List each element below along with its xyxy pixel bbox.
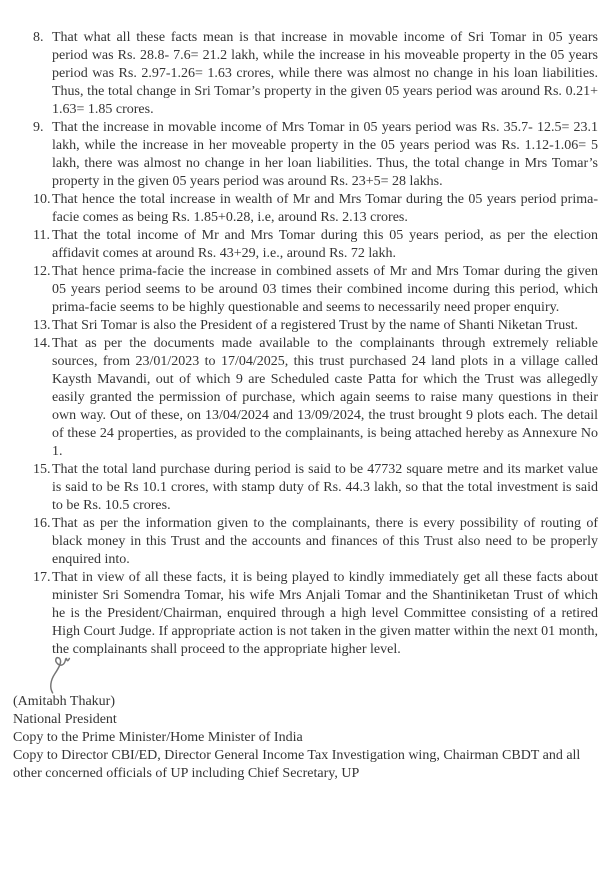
item-number: 8. — [33, 30, 44, 45]
letter-footer — [13, 693, 598, 783]
item-text: That hence prima-facie the increase in combined assets of Mr and Mrs Tomar during the given 05 years period seems to be around 03 times their combined income during this period, which prima-facie seems to be highly questionable and seems to necessarily need proper enquiry. — [52, 264, 598, 315]
signature-icon — [44, 653, 78, 695]
item-number: 14. — [33, 336, 51, 351]
list-item — [33, 515, 598, 569]
item-text: That the increase in movable income of Mrs Tomar in 05 years period was Rs. 35.7- 12.5= 23.1 lakh, while the increase in her moveable property in the 05 years period was Rs. 1.12-1.06= 5 lakh, there was almost no change in her loan liabilities. Thus, the total change in Mrs Tomar’s property in the given 05 years period was around Rs. 23+5= 28 lakhs. — [52, 120, 598, 189]
list-item — [33, 317, 598, 335]
item-number: 11. — [33, 228, 50, 243]
item-text: That in view of all these facts, it is being played to kindly immediately get all these facts about minister Sri Somendra Tomar, his wife Mrs Anjali Tomar and the Shantiniketan Trust of which he is the President/Chairman, enquired through a high level Committee consisting of a retired High Court Judge. If appropriate action is not taken in the given matter within the next 01 month, the complainants shall proceed to the appropriate higher level. — [52, 570, 598, 657]
list-item — [33, 461, 598, 515]
list-item — [33, 335, 598, 461]
list-item — [33, 119, 598, 191]
item-number: 15. — [33, 462, 51, 477]
item-text: That as per the information given to the complainants, there is every possibility of routing of black money in this Trust and the accounts and finances of this Trust also need to be properly enquired into. — [52, 516, 598, 567]
item-number: 13. — [33, 318, 51, 333]
item-number: 16. — [33, 516, 51, 531]
item-text: That Sri Tomar is also the President of a registered Trust by the name of Shanti Niketan Trust. — [52, 318, 579, 333]
list-item — [33, 227, 598, 263]
signatory-title: National President — [13, 712, 117, 727]
cc-line: Copy to the Prime Minister/Home Minister of India — [13, 730, 303, 745]
item-text: That the total income of Mr and Mrs Tomar during this 05 years period, as per the election affidavit comes at around Rs. 43+29, i.e., around Rs. 72 lakh. — [52, 228, 598, 261]
item-number: 9. — [33, 120, 44, 135]
item-text: That the total land purchase during period is said to be 47732 square metre and its market value is said to be Rs 10.1 crores, with stamp duty of Rs. 44.3 lakh, so that the total investment is said to be Rs. 10.5 crores. — [52, 462, 598, 513]
signature-area — [0, 659, 606, 693]
item-text: That as per the documents made available to the complainants through extremely reliable sources, from 23/01/2023 to 17/04/2025, this trust purchased 24 land plots in a village called Kaysth Mavandi, out of which 9 are Scheduled caste Patta for which the Trust was allegedly easily granted the permission of purchase, which again seems to raise many questions in their own way. Out of these, on 13/04/2024 and 13/09/2024, the trust brought 9 plots each. The detail of these 24 properties, as provided to the complainants, is being attached hereby as Annexure No 1. — [52, 336, 598, 459]
cc-line: Copy to Director CBI/ED, Director General Income Tax Investigation wing, Chairman CBDT and all other concerned officials of UP including Chief Secretary, UP — [13, 748, 581, 781]
item-number: 10. — [33, 192, 51, 207]
item-text: That hence the total increase in wealth of Mr and Mrs Tomar during the 05 years period prima-facie comes as being Rs. 1.85+0.28, i.e, around Rs. 2.13 crores. — [52, 192, 598, 225]
item-text: That what all these facts mean is that increase in movable income of Sri Tomar in 05 years period was Rs. 28.8- 7.6= 21.2 lakh, while the increase in his moveable property in the 05 years period was Rs. 2.97-1.26= 1.63 crores, while there was almost no change in his loan liabilities. Thus, the total change in Sri Tomar’s property in the given 05 years period was around Rs. 0.21+ 1.63= 1.85 crores. — [52, 30, 598, 117]
list-item — [33, 569, 598, 659]
list-item — [33, 263, 598, 317]
item-number: 12. — [33, 264, 51, 279]
list-item — [33, 29, 598, 119]
numbered-paragraph-list — [33, 29, 598, 659]
item-number: 17. — [33, 570, 51, 585]
signatory-name: (Amitabh Thakur) — [13, 694, 115, 709]
list-item — [33, 191, 598, 227]
